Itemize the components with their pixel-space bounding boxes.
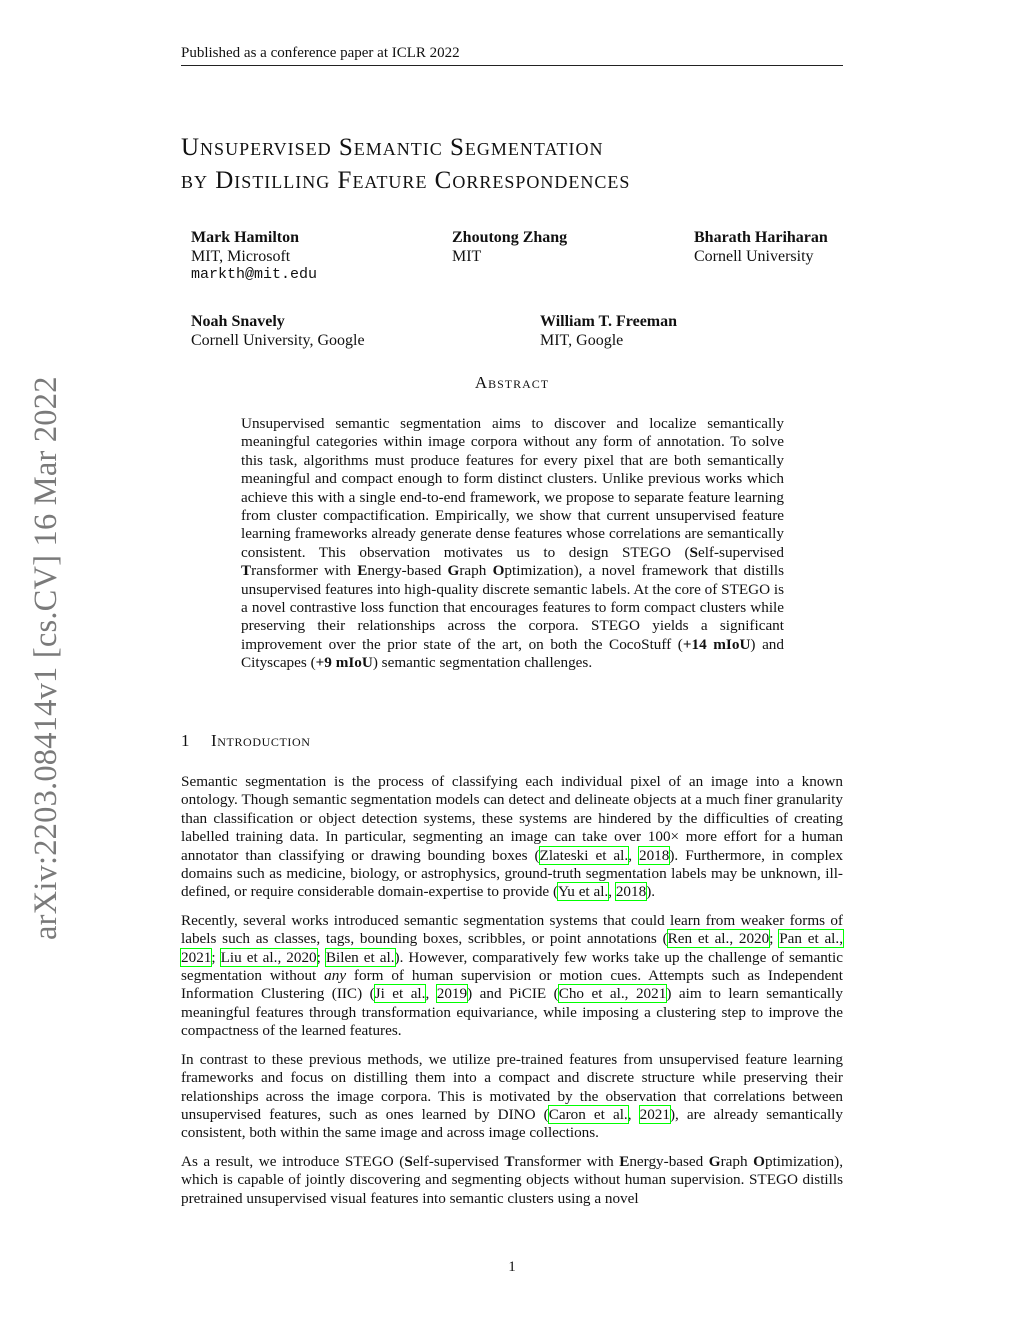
acronym-letter: O [753, 1152, 765, 1170]
citation-link[interactable]: 2018 [638, 846, 670, 864]
text-run: , [608, 883, 616, 901]
acronym-letter: T [241, 562, 252, 580]
acronym-letter: S [689, 543, 698, 561]
citation-link[interactable]: Zlateski et al. [539, 846, 629, 864]
text-run: ; [211, 948, 221, 966]
page-number: 1 [508, 1259, 516, 1275]
author-block [191, 313, 365, 350]
text-run: ), are already semantically consistent, both within the same image and across image collections. [181, 1105, 843, 1142]
emphasis: any [324, 967, 347, 985]
acronym-letter: E [357, 562, 368, 580]
text-run: ransformer with [514, 1152, 620, 1170]
header-rule [181, 65, 843, 66]
citation-link[interactable]: Ren et al., 2020 [667, 930, 770, 948]
abstract-part: ) semantic segmentation challenges. [372, 654, 593, 672]
text-run: ; [316, 948, 326, 966]
author-name: Bharath Hariharan [694, 229, 828, 246]
author-block [540, 313, 677, 350]
text-run: , [425, 985, 437, 1003]
citation-link[interactable]: Cho et al., 2021 [558, 985, 667, 1003]
citation-link[interactable]: Liu et al., 2020 [220, 948, 317, 966]
cityscapes-gain: +9 mIoU [315, 654, 373, 672]
text-run: ) and PiCIE ( [467, 985, 559, 1003]
intro-paragraph [181, 912, 843, 1041]
acronym-letter: O [492, 562, 505, 580]
arxiv-stamp: arXiv:2203.08414v1 [cs.CV] 16 Mar 2022 [28, 376, 64, 940]
intro-paragraph [181, 1153, 843, 1208]
acronym-letter: G [708, 1152, 721, 1170]
author-affiliation: MIT [452, 247, 482, 265]
author-block [452, 229, 567, 266]
citation-link[interactable]: Ji et al. [374, 985, 426, 1003]
text-run: elf-supervised [412, 1152, 505, 1170]
author-block [694, 229, 828, 266]
author-block [191, 229, 317, 285]
citation-link[interactable]: 2019 [436, 985, 468, 1003]
author-affiliation: MIT, Microsoft [191, 247, 291, 265]
acronym-letter: T [504, 1152, 515, 1170]
running-head: Published as a conference paper at ICLR 2022 [181, 45, 460, 61]
author-affiliation: MIT, Google [540, 331, 624, 349]
text-run: form of human supervision or motion cues. Attempts such as Independent Information Clustering (IIC) ( [181, 967, 843, 1003]
acronym-letter: S [404, 1152, 413, 1170]
abstract-part: elf-supervised [697, 543, 784, 561]
introduction-body [181, 773, 843, 1218]
text-run: ptimization), which is capable of jointly discovering and segmenting objects without human supervision. STEGO distills pretrained unsupervised visual features into semantic clusters using a novel [181, 1152, 843, 1207]
intro-paragraph [181, 1051, 843, 1143]
author-name: Mark Hamilton [191, 229, 299, 246]
text-run: As a result, we introduce STEGO ( [181, 1152, 405, 1170]
citation-link[interactable]: 2021 [639, 1105, 670, 1123]
text-run: Recently, several works introduced semantic segmentation systems that could learn from weaker forms of labels such as classes, tags, bounding boxes, scribbles, or point annotations ( [181, 911, 843, 948]
author-email[interactable]: markth@mit.edu [191, 266, 318, 283]
cocostuff-gain: +14 mIoU [682, 635, 751, 653]
abstract-text [241, 415, 784, 673]
text-run: raph [720, 1152, 754, 1170]
author-name: Noah Snavely [191, 313, 285, 330]
title-line-2: by Distilling Feature Correspondences [181, 167, 631, 194]
abstract-part: ) and Cityscapes ( [241, 635, 784, 672]
paper-title [181, 131, 843, 197]
section-title: Introduction [211, 731, 311, 750]
abstract-part: Unsupervised semantic segmentation aims to discover and localize semantically meaningful categories within image corpora without any form of annotation. To solve this task, algorithms must produce features for every pixel that are both semantically meaningful and compact enough to form distinct clusters. Unlike previous works which achieve this with a single end-to-end framework, we propose to separate feature learning from cluster compactification. Empirically, we show that current unsupervised feature learning frameworks already generate dense features whose correlations are semantically consistent. This observation motivates us to design STEGO ( [241, 415, 784, 561]
abstract-heading: Abstract [474, 373, 550, 392]
abstract-part: nergy-based [367, 562, 448, 580]
text-run: In contrast to these previous methods, we utilize pre-trained features from unsupervised feature learning frameworks and focus on distilling them into a compact and discrete structure while preserving their relationships across the image corpora. This is motivated by the observation that correlations between unsupervised features, such as ones learned by DINO ( [181, 1050, 843, 1123]
text-run: ). [646, 883, 656, 901]
text-run: ). However, comparatively few works take up the challenge of semantic segmentation without [181, 948, 843, 985]
abstract-part: ptimization), a novel framework that distills unsupervised features into high-quality discrete semantic labels. At the core of STEGO is a novel contrastive loss function that encourages features to form compact clusters while preserving their relationships across the corpora. STEGO yields a significant improvement over the prior state of the art, on both the CocoStuff ( [241, 562, 784, 653]
author-name: Zhoutong Zhang [452, 229, 568, 246]
citation-link[interactable]: Caron et al. [548, 1105, 628, 1123]
text-run: Semantic segmentation is the process of classifying each individual pixel of an image into a known ontology. Though semantic segmentation models can detect and delineate objects at a much finer granularity than classification or object detection systems, these systems are hindered by the difficulties of creating labelled training data. In particular, segmenting an image can take over 100× more effort for a human annotator than classifying or drawing bounding boxes ( [181, 773, 843, 864]
abstract-part: raph [459, 562, 493, 580]
citation-link[interactable]: 2018 [615, 883, 647, 901]
citation-link[interactable]: Bilen et al. [325, 948, 395, 966]
author-affiliation: Cornell University [694, 247, 814, 265]
section-number: 1 [181, 731, 191, 750]
text-run: ). Furthermore, in complex domains such as medicine, biology, or astrophysics, ground-truth segmentation labels may be unknown, ill-defined, or require considerable domain-expertise to provide ( [181, 846, 844, 901]
text-run: , [627, 1105, 640, 1123]
citation-link[interactable]: Yu et al. [558, 883, 609, 901]
title-line-1: Unsupervised Semantic Segmentation [181, 134, 604, 161]
acronym-letter: E [619, 1152, 630, 1170]
author-affiliation: Cornell University, Google [191, 331, 365, 349]
text-run: ; [769, 930, 780, 948]
text-run: , [628, 846, 639, 864]
acronym-letter: G [447, 562, 460, 580]
abstract-part: ransformer with [251, 562, 358, 580]
intro-paragraph [181, 773, 843, 902]
citation-link[interactable]: Pan et al., 2021 [181, 930, 843, 966]
text-run: ) aim to learn semantically meaningful features through transformation equivariance, while imposing a clustering step to improve the compactness of the learned features. [181, 985, 843, 1040]
text-run: nergy-based [629, 1152, 709, 1170]
author-name: William T. Freeman [540, 313, 678, 330]
section-heading [181, 731, 311, 751]
